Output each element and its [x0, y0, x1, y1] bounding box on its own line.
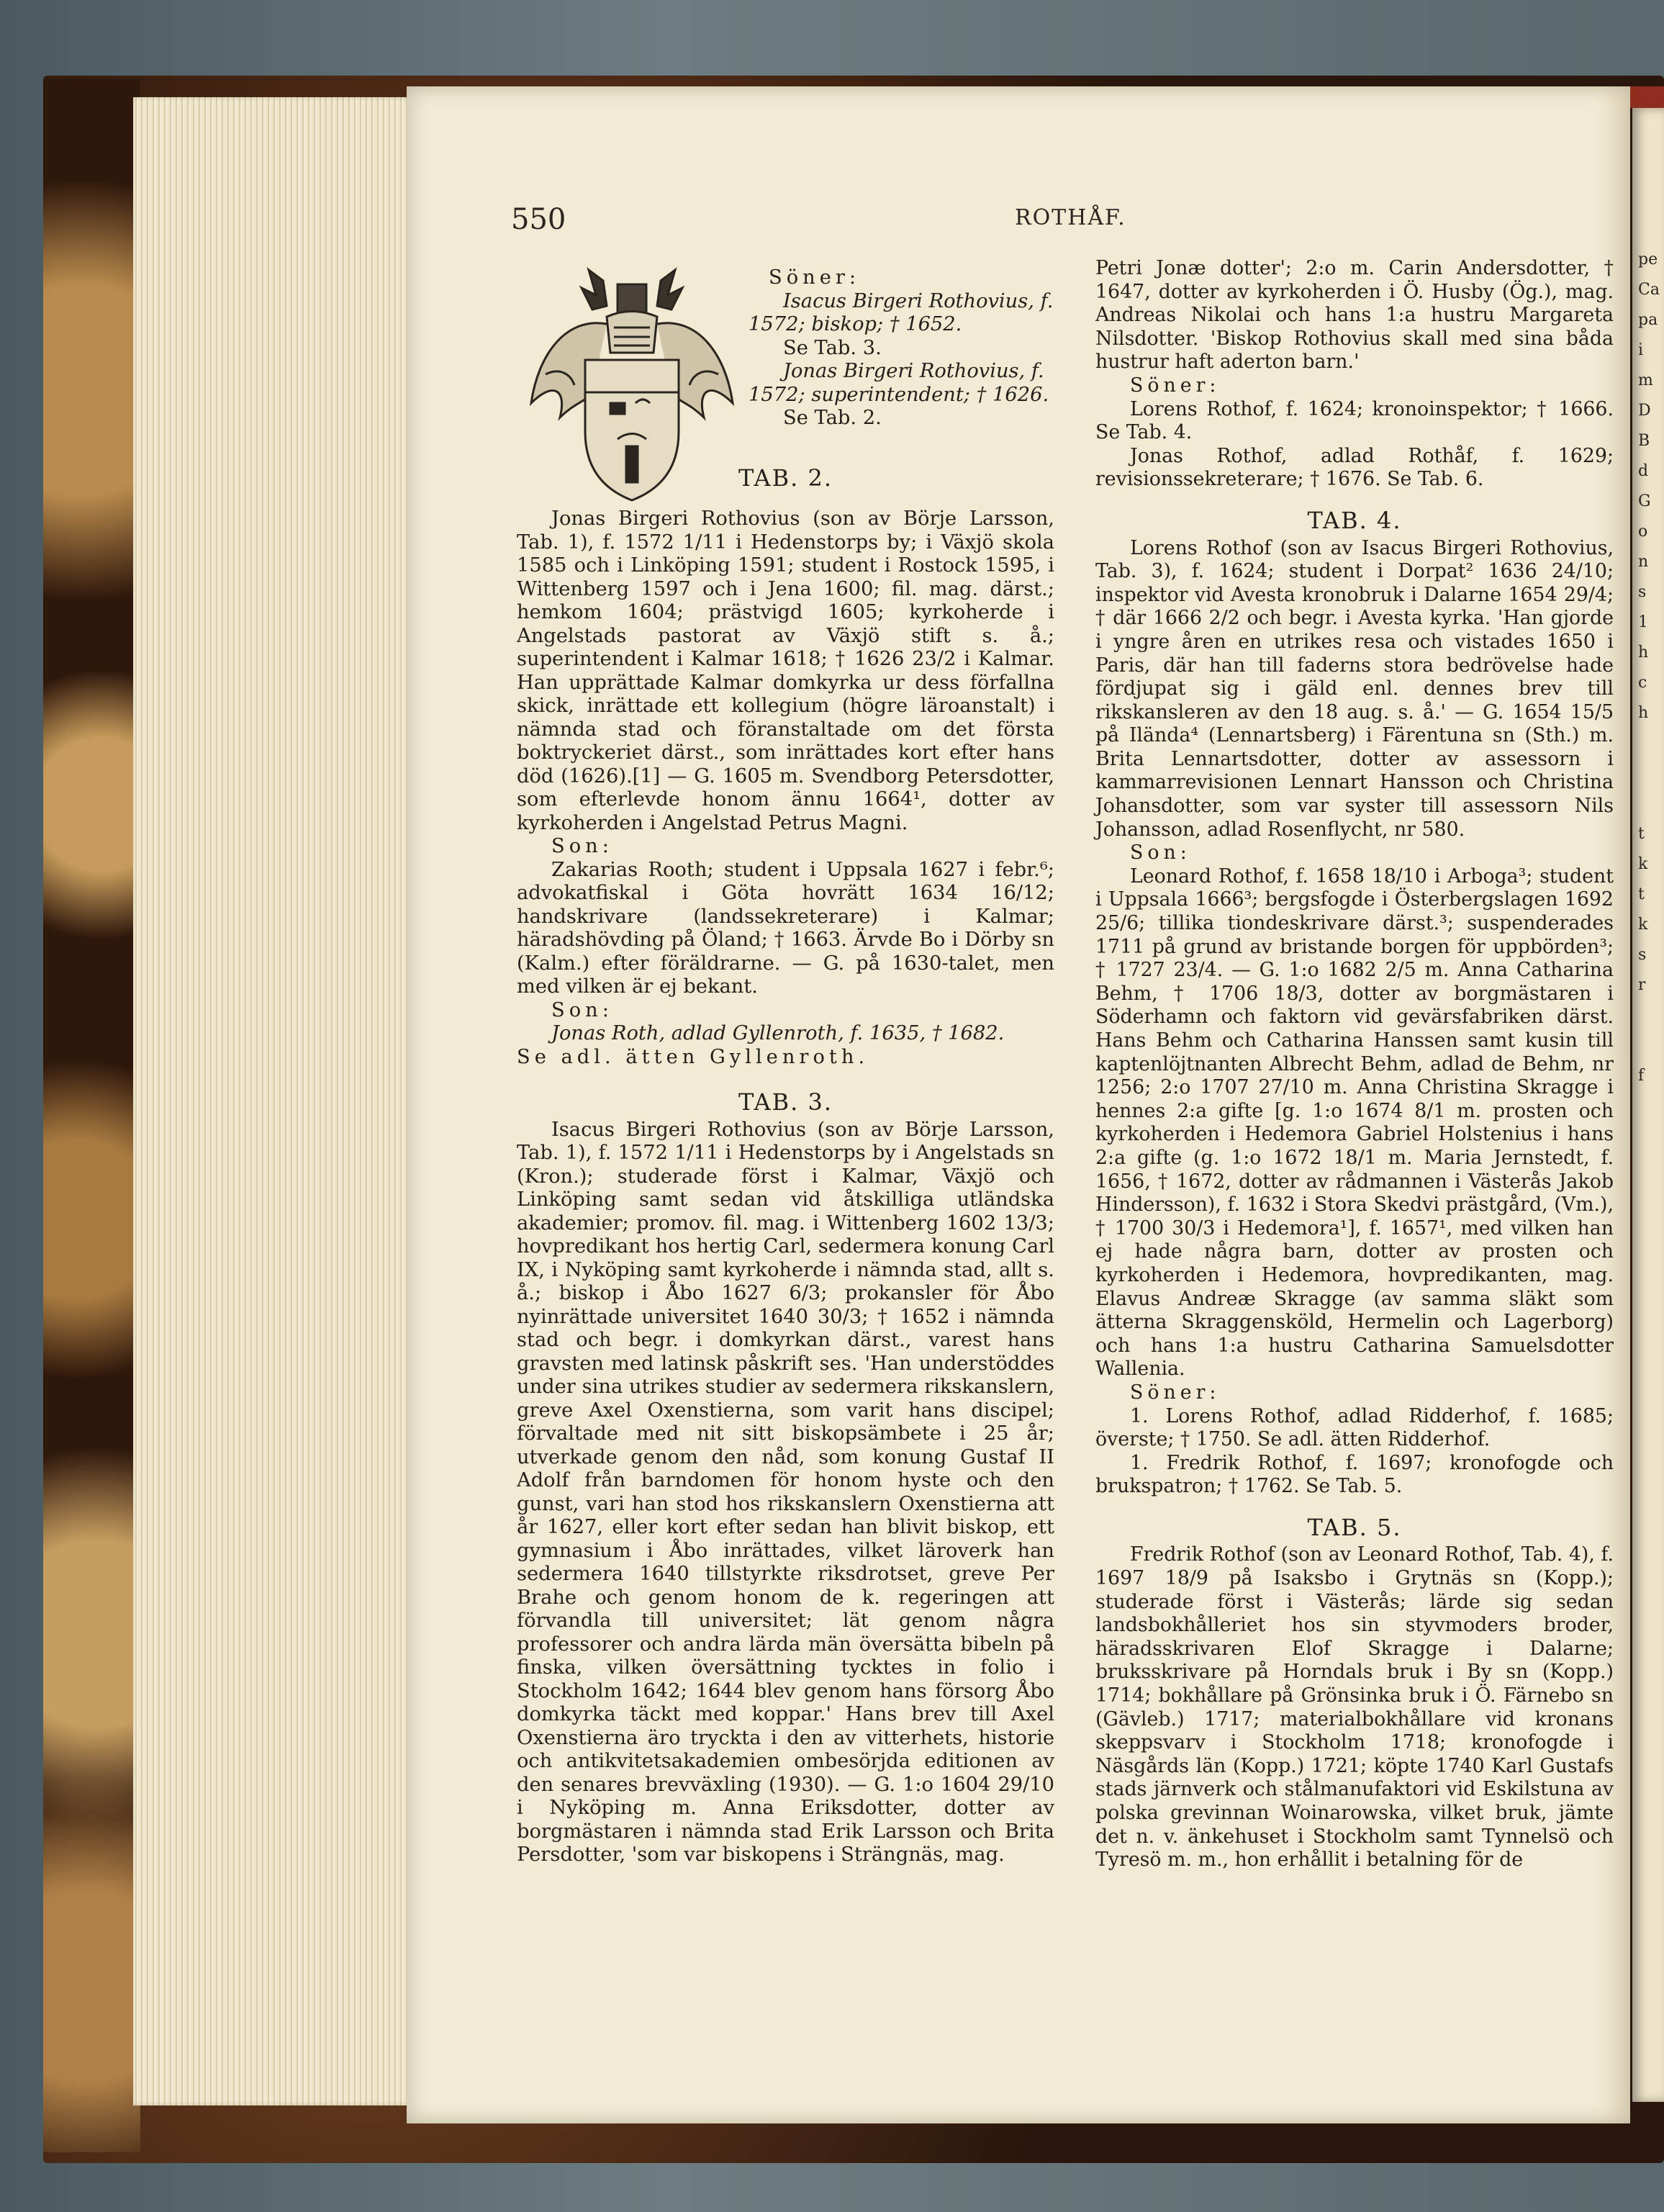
tab-5-heading: TAB. 5.: [1307, 1513, 1402, 1541]
crest-sons-list: [749, 266, 1058, 430]
son-label: Son:: [551, 998, 613, 1021]
soner-label: Söner:: [1130, 374, 1221, 397]
paragraph: Se adl. ätten Gyllenroth.: [517, 1045, 869, 1068]
left-column: [517, 507, 1054, 1867]
paragraph: Lorens Rothof (son av Isacus Birgeri Rothovius, Tab. 3), f. 1624; student i Dorpat² 1636 24/10; inspektor vid Avesta kronobruk i Dalarne 1654 29/4; † där 1666 2/2 och begr. i Avesta kyrka. 'Han gjorde i yngre åren en utrikes resa och vistades 1650 i Paris, där han till faderns stora bedrövelse hade fördjupat sig i gäld enl. dennes brev till rikskansleren av den 18 aug. s. å.' — G. 1654 15/5 på Ilända⁴ (Lennartsberg) i Färentuna sn (Sth.) m. Brita Lennartsdotter, dotter av assessorn i kammarrevisionen Lennart Hansson och Christina Johansdotter, som var syster till assessorn Nils Johansson, adlad Rosenflycht, nr 580.: [1095, 536, 1614, 841]
paragraph: Petri Jonæ dotter'; 2:o m. Carin Andersdotter, † 1647, dotter av kyrkoherden i Ö. Husby (Ög.), mag. Andreas Nikolai och hans 1:a hustru Margareta Nilsdotter. 'Biskop Rothovius skall med sina båda hustrur haft aderton barn.': [1095, 257, 1614, 374]
paragraph: Jonas Roth, adlad Gyllenroth, f. 1635, † 1682.: [551, 1022, 1005, 1044]
tab-2-heading: TAB. 2.: [738, 464, 833, 492]
right-column: [1095, 257, 1614, 1872]
son-label: Son:: [551, 835, 613, 857]
adjacent-page-text: pe Ca pa i m D B d G o n s 1 h c h t k t k s r f: [1638, 250, 1660, 1085]
crest-entry: Se Tab. 2.: [783, 407, 882, 429]
paragraph: Fredrik Rothof (son av Leonard Rothof, Tab. 4), f. 1697 18/9 på Isaksbo i Grytnäs sn (Kopp.); studerade först i Västerås; lärde sig sedan landsbokhålleriet hos sin styvmoders broder, häradsskrivaren Elof Skragge i Dalarne; bruksskrivare på Horndals bruk i By sn (Kopp.) 1714; bokhållare på Grönsinka bruk i Ö. Färnebo sn (Gävleb.) 1717; materialbokhållare vid kronans skeppsvarv i Stockholm 1718; kronofogde i Näsgårds län (Kopp.) 1721; köpte 1740 Karl Gustafs stads järnverk och stålmanufaktori vid Eskilstuna av polska grevinnan Woinarowska, vilket bruk, jämte det n. v. änkehuset i Stockholm samt Tynnelsö och Tyresö m. m., hon erhållit i betalning för de: [1095, 1543, 1614, 1872]
adjacent-page: [1632, 108, 1664, 2102]
paragraph: Jonas Birgeri Rothovius (son av Börje Larsson, Tab. 1), f. 1572 1/11 i Hedenstorps by; i Växjö skola 1585 och i Linköping 1591; student i Rostock 1595, i Wittenberg 1597 och i Jena 1600; fil. mag. därst.; hemkom 1604; prästvigd 1605; kyrkoherde i Angelstads pastorat av Växjö stift s. å.; superintendent i Kalmar 1618; † 1626 23/2 i Kalmar. Han upprättade Kalmar domkyrka ur dess förfallna skick, inrättade ett kollegium (högre läroanstalt) i nämnda stad och föranstaltade om det första boktryckeriet därst., som inrättades kort efter hans död (1626).[1] — G. 1605 m. Svendborg Petersdotter, som efterlevde honom ännu 1664¹, dotter av kyrkoherden i Angelstad Petrus Magni.: [517, 507, 1054, 834]
page-stack-edges: [133, 97, 414, 2105]
tab-3-heading: TAB. 3.: [738, 1088, 833, 1116]
son-label: Son:: [1130, 841, 1191, 865]
paragraph: Zakarias Rooth; student i Uppsala 1627 i febr.⁶; advokatfiskal i Göta hovrätt 1634 16/12; handskrivare (landssekreterare) i Kalmar; häradshövding på Öland; † 1663. Ärvde Bo i Dörby sn (Kalm.) efter föräldrarne. — G. på 1630-talet, men med vilken är ej bekant.: [517, 858, 1054, 998]
tab-4-heading: TAB. 4.: [1307, 506, 1402, 534]
paragraph: Leonard Rothof, f. 1658 18/10 i Arboga³; student i Uppsala 1666³; bergsfogde i Österbergslagen 1692 25/6; tillika tiondeskrivare därst.³; suspenderades 1711 på grund av bristande borgen för uppbörden³; † 1727 23/4. — G. 1:o 1682 2/5 m. Anna Catharina Behm, † 1706 18/3, dotter av borgmästaren i Söderhamn och faktorn vid gevärsfabriken därst. Hans Behm och Catharina Hanssen samt kusin till kaptenlöjtnanten Albrecht Behm, adlad de Behm, nr 1256; 2:o 1707 27/10 m. Anna Christina Skragge i hennes 2:a gifte [g. 1:o 1674 8/1 m. prosten och kyrkoherden i Hedemora Gabriel Holstenius i hans 2:a gifte (g. 1:o 1672 18/1 m. Maria Jernstedt, f. 1656, † 1672, dotter av rådmannen i Västerås Jakob Hindersson), f. 1632 i Stora Skedvi prästgård, (Vm.), † 1700 30/3 i Hedemora¹], f. 1657¹, med vilken han ej hade några barn, dotter av prosten och kyrkoherden i Hedemora, hovpredikanten, mag. Elavus Andreæ Skragge (av samma släkt som ätterna Skraggensköld, Hermelin och Lagerborg) och hans 1:a hustru Catharina Samuelsdotter Wallenia.: [1095, 865, 1614, 1381]
marbled-cover-edge: [43, 79, 140, 2152]
paragraph: Lorens Rothof, f. 1624; kronoinspektor; † 1666. Se Tab. 4.: [1095, 397, 1614, 444]
running-head: ROTHÅF.: [1015, 205, 1126, 230]
paragraph: 1. Fredrik Rothof, f. 1697; kronofogde och brukspatron; † 1762. Se Tab. 5.: [1095, 1451, 1614, 1498]
crest-entry: Isacus Birgeri Rothovius, f. 1572; biskop; † 1652.: [749, 289, 1054, 335]
soner-label: Söner:: [769, 266, 861, 289]
soner-label: Söner:: [1130, 1381, 1221, 1404]
crest-entry: Se Tab. 3.: [783, 336, 882, 359]
crest-entry: Jonas Birgeri Rothovius, f. 1572; superintendent; † 1626.: [749, 360, 1049, 406]
page-number: 550: [511, 203, 566, 236]
paragraph: 1. Lorens Rothof, adlad Ridderhof, f. 1685; överste; † 1750. Se adl. ätten Ridderhof.: [1095, 1404, 1614, 1451]
paragraph: Jonas Rothof, adlad Rothåf, f. 1629; revisionssekreterare; † 1676. Se Tab. 6.: [1095, 444, 1614, 491]
paragraph: Isacus Birgeri Rothovius (son av Börje Larsson, Tab. 1), f. 1572 1/11 i Hedenstorps by i Angelstads sn (Kron.); studerade först i Kalmar, Växjö och Linköping samt sedan vid åtskilliga utländska akademier; promov. fil. mag. i Wittenberg 1602 13/3; hovpredikant hos hertig Carl, sedermera konung Carl IX, i Nyköping samt kyrkoherde i nämnda stad, allt s. å.; biskop i Åbo 1627 6/3; prokansler för Åbo nyinrättade universitet 1640 30/3; † 1652 i nämnda stad och begr. i domkyrkan därst., varest hans gravsten med latinsk påskrift ses. 'Han understöddes under sina utrikes studier av sedermera rikskanslern, greve Axel Oxenstierna, som varit hans discipel; förvaltade med nit sitt biskopsämbete i 25 år; utverkade genom den nåd, som konung Gustaf II Adolf från barndomen för honom hyste och den gunst, vari han stod hos rikskanslern Oxenstierna att år 1627, eller kort efter sedan han blivit biskop, ett gymnasium i Åbo inrättades, vilket läroverk han sedermera 1640 tillstyrkte riksdrotset, greve Per Brahe och genom honom de k. regeringen att förvandla till universitet; lät genom några professorer och andra lärda män översätta bibeln på finska, vilken översättning tycktes in folio i Stockholm 1642; 1644 blev genom hans försorg Åbo domkyrka täckt med koppar.' Hans brev till Axel Oxenstierna äro tryckta i den av vitterhets, historie och antikvitetsakademien ombesörjda editionen av den senares brevväxling (1930). — G. 1:o 1604 29/10 i Nyköping m. Anna Eriksdotter, dotter av borgmästaren i nämnda stad Erik Larsson och Brita Persdotter, 'som var biskopens i Strängnäs, mag.: [517, 1118, 1054, 1866]
